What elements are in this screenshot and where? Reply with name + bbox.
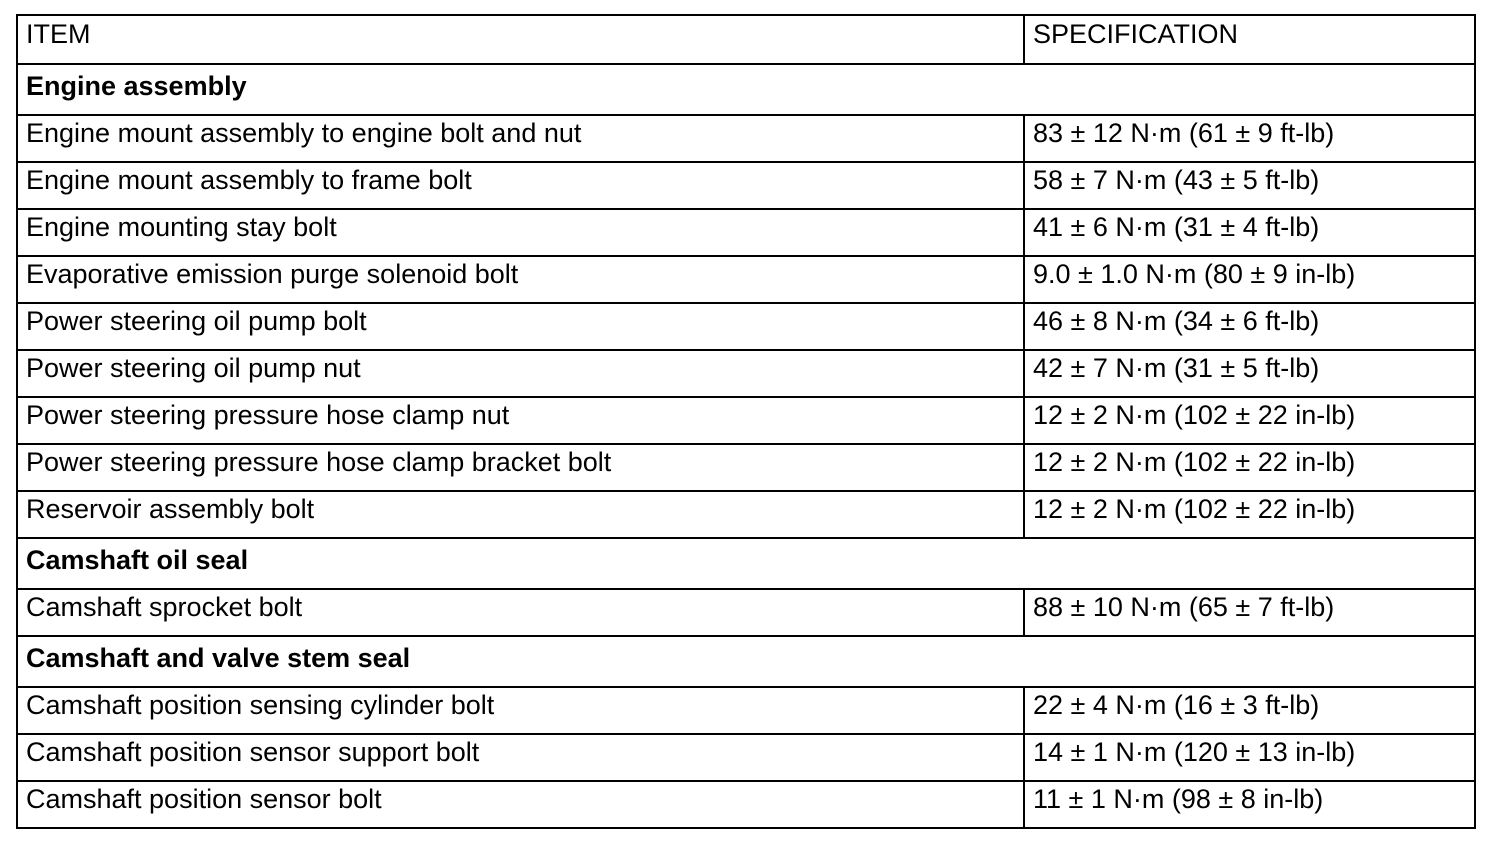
item-cell: Camshaft position sensing cylinder bolt [17, 687, 1024, 734]
specification-cell: 11 ± 1 N·m (98 ± 8 in-lb) [1024, 781, 1475, 828]
table-row [17, 589, 1475, 636]
specification-cell: 46 ± 8 N·m (34 ± 6 ft-lb) [1024, 303, 1475, 350]
specification-cell: 58 ± 7 N·m (43 ± 5 ft-lb) [1024, 162, 1475, 209]
specification-cell: 9.0 ± 1.0 N·m (80 ± 9 in-lb) [1024, 256, 1475, 303]
table-row [17, 781, 1475, 828]
table-row [17, 397, 1475, 444]
item-cell: Power steering pressure hose clamp bracket bolt [17, 444, 1024, 491]
table-header-row [17, 15, 1475, 64]
section-title: Camshaft oil seal [17, 538, 1475, 589]
item-cell: Evaporative emission purge solenoid bolt [17, 256, 1024, 303]
item-cell: Engine mounting stay bolt [17, 209, 1024, 256]
table-row [17, 256, 1475, 303]
table-row [17, 350, 1475, 397]
specification-cell: 12 ± 2 N·m (102 ± 22 in-lb) [1024, 397, 1475, 444]
specification-cell: 14 ± 1 N·m (120 ± 13 in-lb) [1024, 734, 1475, 781]
item-cell: Power steering pressure hose clamp nut [17, 397, 1024, 444]
item-cell: Power steering oil pump nut [17, 350, 1024, 397]
section-title: Camshaft and valve stem seal [17, 636, 1475, 687]
item-cell: Power steering oil pump bolt [17, 303, 1024, 350]
table-row [17, 734, 1475, 781]
specification-cell: 42 ± 7 N·m (31 ± 5 ft-lb) [1024, 350, 1475, 397]
specification-column-header: SPECIFICATION [1024, 15, 1475, 64]
table-row [17, 303, 1475, 350]
table-row [17, 444, 1475, 491]
item-cell: Camshaft position sensor bolt [17, 781, 1024, 828]
item-cell: Camshaft sprocket bolt [17, 589, 1024, 636]
specification-cell: 22 ± 4 N·m (16 ± 3 ft-lb) [1024, 687, 1475, 734]
item-cell: Engine mount assembly to engine bolt and nut [17, 115, 1024, 162]
specification-cell: 41 ± 6 N·m (31 ± 4 ft-lb) [1024, 209, 1475, 256]
table-row [17, 115, 1475, 162]
specification-cell: 12 ± 2 N·m (102 ± 22 in-lb) [1024, 491, 1475, 538]
section-header-row [17, 538, 1475, 589]
specification-cell: 12 ± 2 N·m (102 ± 22 in-lb) [1024, 444, 1475, 491]
specification-cell: 83 ± 12 N·m (61 ± 9 ft-lb) [1024, 115, 1475, 162]
item-column-header: ITEM [17, 15, 1024, 64]
item-cell: Camshaft position sensor support bolt [17, 734, 1024, 781]
item-cell: Engine mount assembly to frame bolt [17, 162, 1024, 209]
specification-cell: 88 ± 10 N·m (65 ± 7 ft-lb) [1024, 589, 1475, 636]
table-row [17, 491, 1475, 538]
section-header-row [17, 636, 1475, 687]
section-header-row [17, 64, 1475, 115]
torque-spec-table [16, 14, 1476, 829]
table-row [17, 209, 1475, 256]
table-row [17, 687, 1475, 734]
section-title: Engine assembly [17, 64, 1475, 115]
item-cell: Reservoir assembly bolt [17, 491, 1024, 538]
table-row [17, 162, 1475, 209]
table-body [17, 64, 1475, 828]
